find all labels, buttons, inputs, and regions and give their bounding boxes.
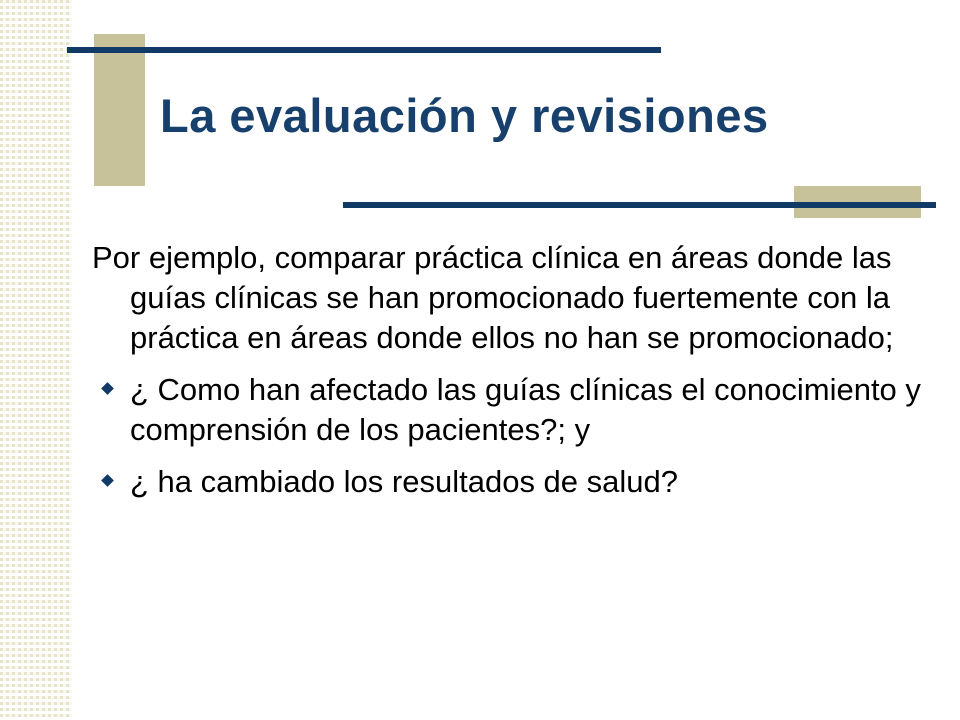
diamond-icon [101, 382, 114, 395]
bullet-text: ¿ Como han afectado las guías clínicas el conocimiento y comprensión de los pacientes?; y [130, 372, 921, 447]
title-rule-bottom [343, 202, 936, 208]
title-accent-block-left [94, 34, 145, 186]
striped-margin-decoration [0, 0, 72, 720]
bullet-item [92, 370, 922, 450]
bullet-item [92, 462, 922, 502]
title-rule-top [67, 47, 661, 53]
diamond-icon [101, 474, 114, 487]
slide-title: La evaluación y revisiones [160, 89, 769, 142]
bullet-text: ¿ ha cambiado los resultados de salud? [130, 464, 678, 499]
intro-paragraph: Por ejemplo, comparar práctica clínica en áreas donde las guías clínicas se han promocionado fuertemente con la práctica en áreas donde ellos no han se promocionado; [92, 240, 894, 355]
slide-body [92, 238, 922, 514]
